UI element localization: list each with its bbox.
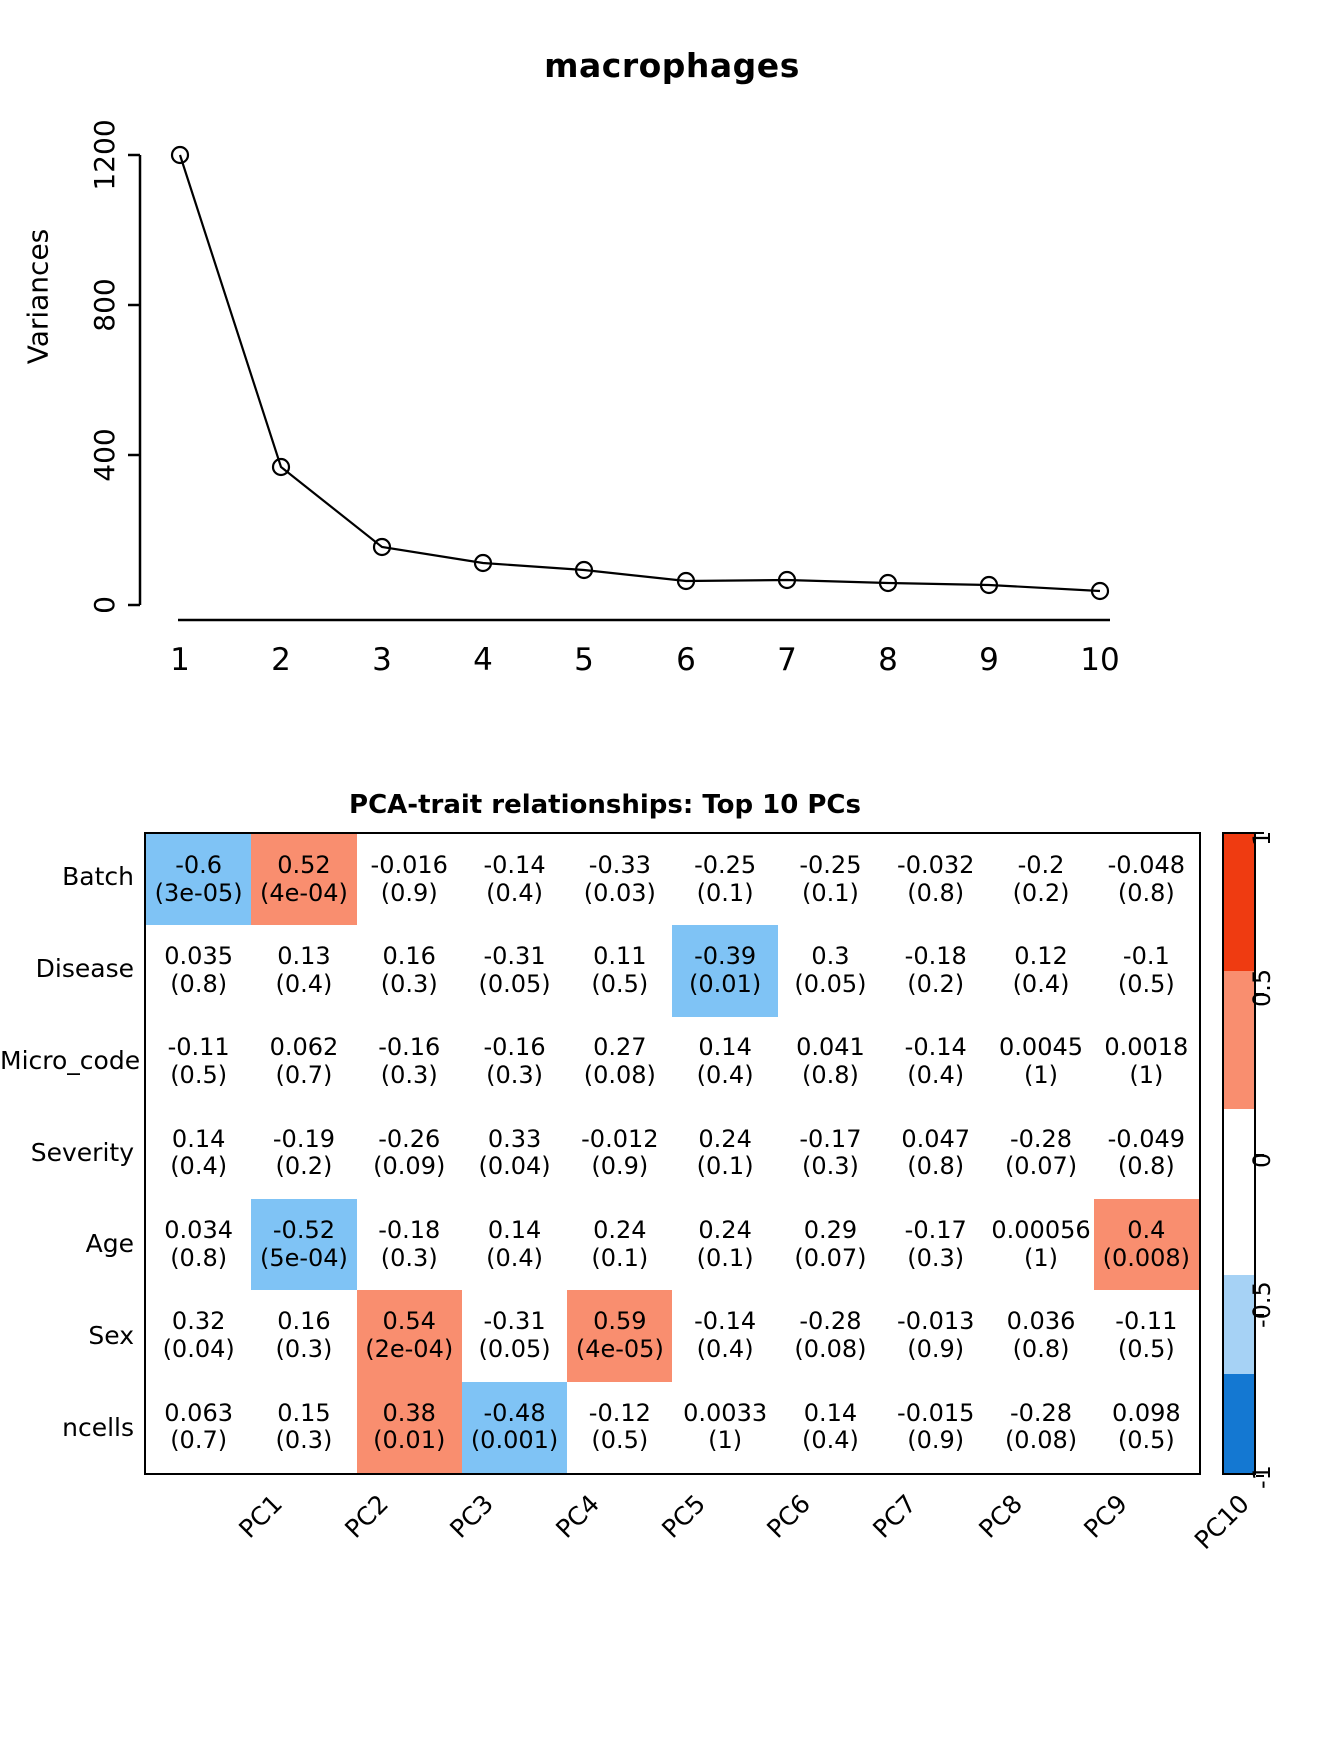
heatmap-cell bbox=[883, 1382, 988, 1473]
x-tick-label: 5 bbox=[574, 642, 594, 678]
heatmap-cell-pvalue: (1) bbox=[1024, 1061, 1059, 1090]
heatmap-cell-pvalue: (0.3) bbox=[486, 1061, 543, 1090]
heatmap-cell-pvalue: (0.04) bbox=[478, 1152, 551, 1181]
heatmap-row-label: Micro_code bbox=[0, 1045, 141, 1075]
heatmap-cell-correlation: -0.12 bbox=[588, 1398, 651, 1427]
heatmap-cell bbox=[672, 1199, 777, 1290]
heatmap-cell-correlation: 0.15 bbox=[277, 1398, 331, 1427]
heatmap-cell bbox=[1094, 1199, 1199, 1290]
heatmap-cell-correlation: -0.049 bbox=[1107, 1124, 1186, 1153]
heatmap-cell bbox=[1094, 1017, 1199, 1108]
heatmap-cell-pvalue: (4e-05) bbox=[575, 1335, 664, 1364]
scree-plot-title: macrophages bbox=[544, 46, 800, 85]
heatmap-cell-pvalue: (3e-05) bbox=[154, 878, 243, 907]
heatmap-cell bbox=[988, 1108, 1093, 1199]
heatmap-cell-correlation: -0.19 bbox=[272, 1124, 335, 1153]
heatmap-cell bbox=[462, 1382, 567, 1473]
heatmap-cell-pvalue: (0.01) bbox=[373, 1426, 446, 1455]
heatmap-cell-correlation: 0.098 bbox=[1111, 1398, 1181, 1427]
heatmap-cell-pvalue: (0.09) bbox=[373, 1152, 446, 1181]
heatmap-cell-pvalue: (0.4) bbox=[486, 878, 543, 907]
heatmap-cell-pvalue: (0.3) bbox=[275, 1426, 333, 1455]
heatmap-cell-pvalue: (0.04) bbox=[162, 1335, 235, 1364]
heatmap-cell-pvalue: (0.3) bbox=[801, 1152, 859, 1181]
heatmap-cell bbox=[146, 1108, 251, 1199]
heatmap-row bbox=[146, 1199, 1199, 1290]
heatmap-cell bbox=[778, 1290, 883, 1381]
heatmap-cell-correlation: 0.034 bbox=[164, 1215, 233, 1244]
heatmap-cell bbox=[672, 1290, 777, 1381]
heatmap-cell-pvalue: (0.4) bbox=[907, 1061, 965, 1090]
heatmap-cell bbox=[357, 1382, 462, 1473]
heatmap-row-label: Sex bbox=[88, 1321, 134, 1351]
heatmap-cell-pvalue: (0.08) bbox=[794, 1335, 867, 1364]
heatmap-cell-correlation: 0.33 bbox=[487, 1124, 542, 1153]
heatmap-cell bbox=[883, 1017, 988, 1108]
heatmap-cell-pvalue: (0.2) bbox=[907, 969, 965, 998]
heatmap-cell bbox=[778, 1199, 883, 1290]
heatmap-cell-pvalue: (0.1) bbox=[696, 1152, 754, 1181]
heatmap-cell bbox=[988, 1290, 1093, 1381]
heatmap-cell-pvalue: (0.4) bbox=[275, 969, 333, 998]
heatmap-cell-correlation: 0.036 bbox=[1006, 1307, 1076, 1336]
x-tick-label: 6 bbox=[676, 642, 696, 678]
heatmap-cell-correlation: -0.48 bbox=[483, 1398, 546, 1427]
heatmap-row bbox=[146, 1017, 1199, 1108]
heatmap-cell bbox=[567, 1382, 672, 1473]
heatmap-cell-pvalue: (0.3) bbox=[380, 1243, 438, 1272]
heatmap-cell-correlation: 0.4 bbox=[1127, 1215, 1166, 1244]
heatmap-row bbox=[146, 1382, 1199, 1473]
heatmap-cell-pvalue: (0.9) bbox=[591, 1152, 649, 1181]
heatmap-cell-correlation: -0.25 bbox=[799, 850, 862, 879]
heatmap-cell bbox=[567, 1199, 672, 1290]
heatmap-cell-pvalue: (0.05) bbox=[478, 969, 551, 998]
heatmap-cell-correlation: 0.0045 bbox=[999, 1033, 1084, 1062]
heatmap-cell bbox=[988, 834, 1093, 925]
heatmap-cell bbox=[462, 1017, 567, 1108]
heatmap-cell-pvalue: (0.8) bbox=[170, 969, 228, 998]
heatmap-row-label: ncells bbox=[62, 1413, 134, 1443]
heatmap-cell-pvalue: (0.1) bbox=[801, 878, 859, 907]
heatmap-cell-pvalue: (0.8) bbox=[1117, 1152, 1175, 1181]
heatmap-cell bbox=[462, 1199, 567, 1290]
y-tick-label: 400 bbox=[88, 428, 121, 482]
heatmap-row bbox=[146, 925, 1199, 1016]
x-tick-label: 7 bbox=[777, 642, 797, 678]
heatmap-cell-correlation: -0.33 bbox=[588, 850, 651, 879]
color-key-tick-label: 0.5 bbox=[1248, 968, 1276, 1007]
heatmap-cell bbox=[462, 834, 567, 925]
heatmap-column-label: PC3 bbox=[444, 1489, 500, 1544]
color-key-tick-label: -1 bbox=[1248, 1465, 1276, 1489]
heatmap-column-label: PC2 bbox=[338, 1489, 394, 1544]
heatmap-cell-pvalue: (0.08) bbox=[583, 1061, 656, 1090]
color-key-tick-label: -0.5 bbox=[1248, 1281, 1276, 1329]
heatmap-cell bbox=[357, 1108, 462, 1199]
x-tick-label: 8 bbox=[878, 642, 898, 678]
heatmap-cell-pvalue: (0.7) bbox=[170, 1426, 228, 1455]
heatmap-cell-correlation: -0.6 bbox=[175, 850, 223, 879]
heatmap-cell bbox=[251, 834, 356, 925]
heatmap-cell-pvalue: (0.1) bbox=[696, 878, 754, 907]
heatmap-cell-correlation: -0.31 bbox=[483, 1307, 546, 1336]
heatmap-cell bbox=[357, 1017, 462, 1108]
heatmap-cell-correlation: -0.16 bbox=[483, 1033, 546, 1062]
heatmap-cell-correlation: 0.54 bbox=[382, 1307, 436, 1336]
heatmap-cell bbox=[251, 1017, 356, 1108]
heatmap-cell-correlation: -0.39 bbox=[694, 942, 757, 971]
heatmap-cell bbox=[146, 1290, 251, 1381]
heatmap-cell bbox=[357, 1290, 462, 1381]
heatmap-column-label: PC9 bbox=[1078, 1489, 1134, 1544]
heatmap-cell-correlation: 0.14 bbox=[487, 1215, 542, 1244]
heatmap-cell bbox=[883, 1290, 988, 1381]
heatmap-cell-pvalue: (0.8) bbox=[1117, 878, 1175, 907]
scree-y-axis-label: Variances bbox=[21, 228, 55, 365]
heatmap-cell-pvalue: (0.4) bbox=[696, 1061, 754, 1090]
x-tick-label: 9 bbox=[979, 642, 999, 678]
heatmap-cell bbox=[988, 1382, 1093, 1473]
heatmap-cell-correlation: 0.38 bbox=[382, 1398, 436, 1427]
heatmap-cell bbox=[567, 834, 672, 925]
heatmap-cell-pvalue: (0.008) bbox=[1102, 1243, 1191, 1272]
heatmap-cell bbox=[672, 1382, 777, 1473]
heatmap-cell-pvalue: (0.5) bbox=[591, 1426, 649, 1455]
heatmap-cell-pvalue: (0.3) bbox=[380, 1061, 438, 1090]
heatmap-cell-correlation: 0.24 bbox=[593, 1215, 647, 1244]
heatmap-cell-correlation: -0.26 bbox=[378, 1124, 441, 1153]
heatmap-cell-pvalue: (0.3) bbox=[275, 1335, 333, 1364]
heatmap-cell-correlation: -0.11 bbox=[1115, 1307, 1178, 1336]
heatmap-cell bbox=[146, 1017, 251, 1108]
heatmap-cell-correlation: 0.24 bbox=[698, 1215, 752, 1244]
heatmap-cell bbox=[778, 834, 883, 925]
heatmap-cell-pvalue: (0.8) bbox=[801, 1061, 859, 1090]
y-tick-label: 1200 bbox=[88, 119, 121, 191]
heatmap-cell bbox=[567, 1108, 672, 1199]
heatmap-cell bbox=[251, 1199, 356, 1290]
heatmap-grid bbox=[144, 832, 1201, 1475]
heatmap-cell bbox=[672, 1017, 777, 1108]
heatmap-cell bbox=[251, 925, 356, 1016]
heatmap-cell-correlation: 0.27 bbox=[593, 1033, 647, 1062]
heatmap-cell-pvalue: (0.4) bbox=[696, 1335, 754, 1364]
heatmap-cell-pvalue: (1) bbox=[1024, 1243, 1059, 1272]
scree-plot-panel bbox=[0, 0, 1344, 740]
heatmap-cell-pvalue: (0.4) bbox=[486, 1243, 543, 1272]
heatmap-cell-pvalue: (1) bbox=[1129, 1061, 1164, 1090]
heatmap-cell-correlation: -0.013 bbox=[897, 1307, 975, 1336]
color-key-segment bbox=[1224, 1109, 1254, 1275]
heatmap-cell-correlation: -0.17 bbox=[799, 1124, 862, 1153]
heatmap-cell-pvalue: (1) bbox=[708, 1426, 743, 1455]
heatmap-cell-pvalue: (0.5) bbox=[170, 1061, 228, 1090]
heatmap-cell bbox=[883, 834, 988, 925]
heatmap-cell-pvalue: (0.05) bbox=[478, 1335, 551, 1364]
heatmap-cell-correlation: -0.2 bbox=[1017, 850, 1065, 879]
heatmap-cell-pvalue: (0.5) bbox=[1117, 969, 1175, 998]
heatmap-column-label: PC4 bbox=[550, 1489, 605, 1544]
heatmap-row bbox=[146, 1290, 1199, 1381]
heatmap-cell bbox=[251, 1290, 356, 1381]
heatmap-cell-pvalue: (0.5) bbox=[591, 969, 649, 998]
heatmap-cell-correlation: -0.14 bbox=[904, 1033, 967, 1062]
heatmap-title: PCA-trait relationships: Top 10 PCs bbox=[349, 790, 861, 820]
heatmap-cell-pvalue: (5e-04) bbox=[259, 1243, 348, 1272]
heatmap-cell-correlation: 0.035 bbox=[164, 942, 233, 971]
heatmap-cell-pvalue: (0.1) bbox=[591, 1243, 649, 1272]
x-tick-label: 3 bbox=[372, 642, 392, 678]
heatmap-cell-correlation: -0.14 bbox=[483, 850, 546, 879]
heatmap-cell-pvalue: (0.4) bbox=[170, 1152, 228, 1181]
heatmap-cell bbox=[672, 834, 777, 925]
heatmap-row-label: Batch bbox=[62, 861, 134, 891]
heatmap-cell-correlation: -0.015 bbox=[897, 1398, 975, 1427]
pca-trait-heatmap-panel bbox=[0, 740, 1344, 1747]
heatmap-cell-pvalue: (0.2) bbox=[275, 1152, 333, 1181]
heatmap-row-label: Age bbox=[85, 1229, 134, 1259]
heatmap-row-label: Severity bbox=[30, 1137, 134, 1167]
heatmap-cell bbox=[672, 925, 777, 1016]
heatmap-cell-pvalue: (0.1) bbox=[696, 1243, 754, 1272]
color-key-segment bbox=[1224, 834, 1254, 971]
heatmap-cell-pvalue: (4e-04) bbox=[259, 878, 348, 907]
heatmap-cell bbox=[462, 925, 567, 1016]
heatmap-cell-pvalue: (0.3) bbox=[907, 1243, 965, 1272]
heatmap-cell bbox=[778, 1108, 883, 1199]
heatmap-row-label: Disease bbox=[35, 953, 134, 983]
heatmap-cell-correlation: -0.25 bbox=[694, 850, 757, 879]
heatmap-cell-pvalue: (0.07) bbox=[1004, 1152, 1078, 1181]
heatmap-cell-correlation: 0.11 bbox=[593, 942, 647, 971]
heatmap-cell-correlation: 0.00056 bbox=[991, 1215, 1091, 1244]
heatmap-cell-correlation: 0.14 bbox=[171, 1124, 226, 1153]
heatmap-cell-correlation: -0.16 bbox=[378, 1033, 441, 1062]
x-tick-label: 10 bbox=[1080, 642, 1120, 678]
heatmap-cell-pvalue: (0.8) bbox=[907, 878, 965, 907]
y-tick-label: 800 bbox=[88, 278, 121, 332]
heatmap-cell-correlation: 0.32 bbox=[171, 1307, 226, 1336]
heatmap-cell-correlation: -0.31 bbox=[483, 942, 546, 971]
x-tick-label: 2 bbox=[271, 642, 291, 678]
heatmap-cell bbox=[567, 925, 672, 1016]
heatmap-cell-pvalue: (0.05) bbox=[794, 969, 867, 998]
heatmap-cell bbox=[146, 834, 251, 925]
heatmap-cell-pvalue: (0.001) bbox=[470, 1426, 559, 1455]
heatmap-cell bbox=[146, 925, 251, 1016]
heatmap-cell-correlation: -0.012 bbox=[581, 1124, 659, 1153]
heatmap-cell-correlation: 0.0033 bbox=[683, 1398, 768, 1427]
heatmap-cell bbox=[883, 1108, 988, 1199]
heatmap-cell-correlation: 0.041 bbox=[796, 1033, 865, 1062]
heatmap-cell-correlation: 0.16 bbox=[382, 942, 436, 971]
y-tick-label: 0 bbox=[88, 596, 121, 614]
heatmap-cell bbox=[251, 1108, 356, 1199]
heatmap-cell-pvalue: (0.9) bbox=[907, 1335, 965, 1364]
heatmap-cell-correlation: 0.52 bbox=[277, 850, 331, 879]
heatmap-cell-correlation: -0.52 bbox=[272, 1215, 335, 1244]
heatmap-cell bbox=[357, 925, 462, 1016]
heatmap-cell bbox=[988, 1199, 1093, 1290]
heatmap-cell-correlation: 0.14 bbox=[698, 1033, 752, 1062]
heatmap-cell-pvalue: (0.07) bbox=[794, 1243, 867, 1272]
heatmap-cell bbox=[883, 1199, 988, 1290]
heatmap-column-label: PC7 bbox=[867, 1489, 922, 1544]
heatmap-cell-pvalue: (0.4) bbox=[801, 1426, 859, 1455]
heatmap-row bbox=[146, 1108, 1199, 1199]
heatmap-cell-correlation: 0.047 bbox=[901, 1124, 971, 1153]
heatmap-cell-pvalue: (0.8) bbox=[907, 1152, 965, 1181]
heatmap-cell bbox=[357, 834, 462, 925]
heatmap-cell-correlation: 0.12 bbox=[1014, 942, 1068, 971]
heatmap-cell-correlation: 0.59 bbox=[593, 1307, 647, 1336]
heatmap-cell bbox=[146, 1382, 251, 1473]
heatmap-cell-correlation: -0.032 bbox=[897, 850, 975, 879]
heatmap-cell bbox=[251, 1382, 356, 1473]
heatmap-cell-pvalue: (0.9) bbox=[380, 878, 438, 907]
color-key-tick-label: 1 bbox=[1248, 830, 1276, 846]
heatmap-table bbox=[146, 834, 1199, 1473]
scree-plot-svg bbox=[0, 0, 1344, 740]
heatmap-cell bbox=[778, 1017, 883, 1108]
heatmap-cell-pvalue: (0.2) bbox=[1012, 878, 1070, 907]
heatmap-column-label: PC10 bbox=[1188, 1489, 1255, 1556]
heatmap-cell-correlation: 0.16 bbox=[277, 1307, 331, 1336]
heatmap-cell bbox=[1094, 1382, 1199, 1473]
heatmap-cell bbox=[988, 925, 1093, 1016]
heatmap-cell-correlation: 0.3 bbox=[811, 942, 850, 971]
heatmap-cell-correlation: 0.0018 bbox=[1104, 1033, 1189, 1062]
x-tick-label: 1 bbox=[170, 642, 190, 678]
heatmap-cell-pvalue: (0.7) bbox=[275, 1061, 333, 1090]
heatmap-cell bbox=[357, 1199, 462, 1290]
heatmap-cell bbox=[146, 1199, 251, 1290]
heatmap-cell-pvalue: (0.8) bbox=[170, 1243, 228, 1272]
heatmap-cell-correlation: -0.048 bbox=[1107, 850, 1186, 879]
heatmap-cell bbox=[1094, 1108, 1199, 1199]
heatmap-cell-correlation: -0.28 bbox=[1009, 1124, 1073, 1153]
heatmap-cell-pvalue: (0.5) bbox=[1117, 1335, 1175, 1364]
heatmap-cell-correlation: 0.13 bbox=[277, 942, 331, 971]
heatmap-cell bbox=[567, 1017, 672, 1108]
heatmap-cell bbox=[567, 1290, 672, 1381]
heatmap-column-label: PC6 bbox=[761, 1489, 817, 1544]
heatmap-cell-correlation: -0.17 bbox=[904, 1215, 967, 1244]
heatmap-column-label: PC8 bbox=[972, 1489, 1028, 1544]
heatmap-cell-correlation: 0.14 bbox=[803, 1398, 858, 1427]
heatmap-cell-pvalue: (0.9) bbox=[907, 1426, 965, 1455]
heatmap-cell-correlation: -0.28 bbox=[1009, 1398, 1073, 1427]
heatmap-cell-correlation: -0.18 bbox=[904, 942, 967, 971]
scree-line-series bbox=[180, 155, 1100, 591]
color-key-tick-label: 0 bbox=[1248, 1152, 1276, 1168]
heatmap-cell-correlation: 0.063 bbox=[164, 1398, 233, 1427]
heatmap-cell-correlation: -0.28 bbox=[799, 1307, 862, 1336]
heatmap-cell-correlation: -0.016 bbox=[370, 850, 448, 879]
heatmap-cell bbox=[778, 1382, 883, 1473]
heatmap-cell bbox=[462, 1290, 567, 1381]
heatmap-cell-pvalue: (0.3) bbox=[380, 969, 438, 998]
heatmap-cell-pvalue: (0.4) bbox=[1012, 969, 1070, 998]
heatmap-cell bbox=[672, 1108, 777, 1199]
heatmap-cell bbox=[883, 925, 988, 1016]
heatmap-cell-pvalue: (2e-04) bbox=[365, 1335, 454, 1364]
heatmap-column-label: PC5 bbox=[655, 1489, 711, 1544]
heatmap-cell bbox=[778, 925, 883, 1016]
color-key-segment bbox=[1224, 1374, 1254, 1473]
heatmap-row bbox=[146, 834, 1199, 925]
heatmap-cell-correlation: -0.18 bbox=[378, 1215, 441, 1244]
heatmap-cell-pvalue: (0.5) bbox=[1117, 1426, 1175, 1455]
heatmap-cell-correlation: 0.062 bbox=[269, 1033, 339, 1062]
heatmap-cell-correlation: 0.29 bbox=[803, 1215, 858, 1244]
heatmap-cell-pvalue: (0.03) bbox=[583, 878, 656, 907]
heatmap-cell-pvalue: (0.01) bbox=[689, 969, 762, 998]
heatmap-cell bbox=[1094, 1290, 1199, 1381]
heatmap-cell-correlation: -0.1 bbox=[1122, 942, 1170, 971]
heatmap-cell-correlation: 0.24 bbox=[698, 1124, 752, 1153]
heatmap-cell bbox=[1094, 834, 1199, 925]
x-tick-label: 4 bbox=[473, 642, 493, 678]
heatmap-cell bbox=[462, 1108, 567, 1199]
heatmap-cell-pvalue: (0.08) bbox=[1004, 1426, 1078, 1455]
heatmap-cell bbox=[988, 1017, 1093, 1108]
heatmap-cell-correlation: -0.11 bbox=[167, 1033, 230, 1062]
heatmap-column-label: PC1 bbox=[233, 1489, 288, 1544]
heatmap-cell bbox=[1094, 925, 1199, 1016]
heatmap-cell-correlation: -0.14 bbox=[694, 1307, 757, 1336]
heatmap-cell-pvalue: (0.8) bbox=[1012, 1335, 1070, 1364]
